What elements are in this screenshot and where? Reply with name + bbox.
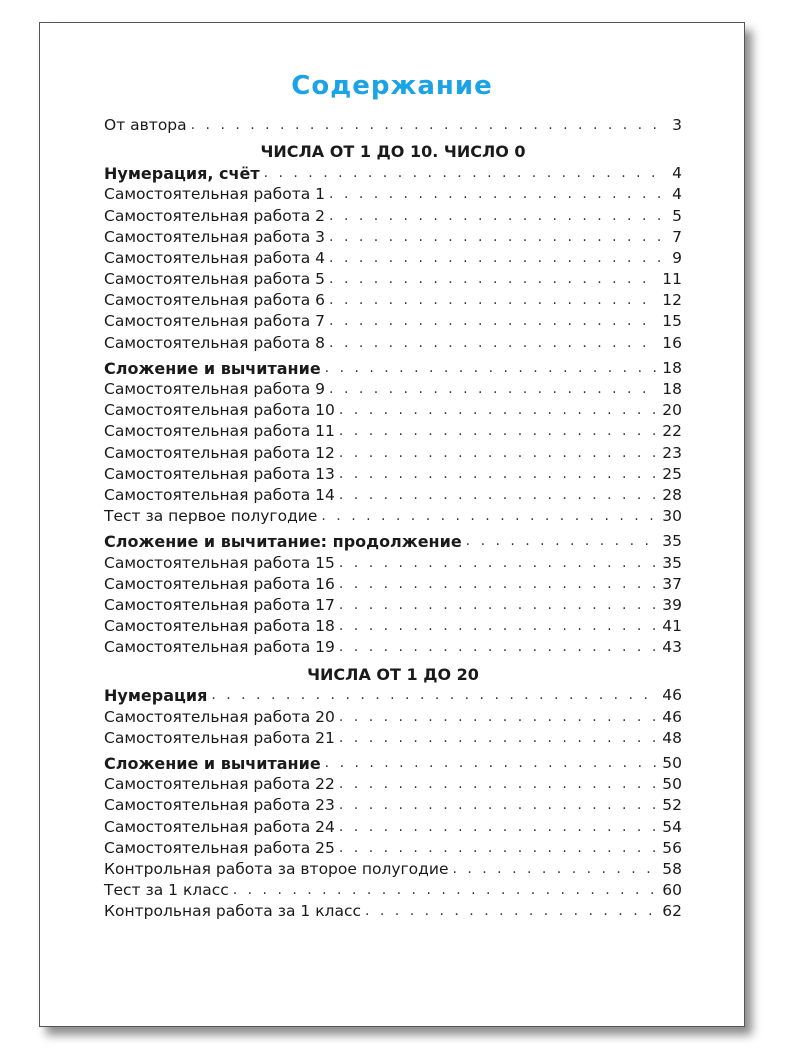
toc-entry-page: 54 (662, 817, 682, 836)
leader-dots (339, 485, 658, 506)
toc-entry-label: Самостоятельная работа 15 (104, 553, 335, 572)
toc-entry-page: 48 (662, 728, 682, 747)
toc-entry-label: Сложение и вычитание: продолжение (104, 532, 462, 552)
leader-dots (339, 595, 658, 616)
toc-entry (104, 595, 682, 616)
toc-group-title (104, 531, 682, 552)
toc-entry-page: 5 (672, 206, 682, 225)
toc-entry-label: Самостоятельная работа 6 (104, 291, 326, 310)
toc-entry-page: 23 (662, 443, 682, 462)
toc-entry (104, 379, 682, 400)
toc-entry (104, 184, 682, 205)
toc-entry-page: 9 (672, 248, 682, 267)
toc-entry-label: Сложение и вычитание (104, 358, 321, 378)
toc-entry-label: Самостоятельная работа 12 (104, 443, 335, 462)
section-heading: ЧИСЛА ОТ 1 ДО 20 (307, 664, 479, 684)
toc-entry-label: Самостоятельная работа 1 (104, 185, 326, 204)
table-of-contents (104, 115, 682, 923)
toc-entry-page: 30 (662, 507, 682, 526)
leader-dots (365, 901, 658, 922)
toc-entry-page: 15 (662, 312, 682, 331)
leader-dots (339, 637, 658, 658)
toc-entry-label: Самостоятельная работа 16 (104, 574, 335, 593)
leader-dots (339, 817, 658, 838)
toc-entry-label: Самостоятельная работа 4 (104, 248, 326, 267)
toc-entry-label: Самостоятельная работа 2 (104, 206, 326, 225)
toc-entry (104, 312, 682, 333)
toc-entry-label: Самостоятельная работа 11 (104, 422, 335, 441)
leader-dots (264, 163, 662, 184)
toc-entry-intro (104, 115, 682, 136)
toc-entry-page: 18 (662, 358, 682, 377)
toc-entry-label: Самостоятельная работа 7 (104, 312, 326, 331)
toc-entry (104, 421, 682, 442)
toc-entry-page: 56 (662, 838, 682, 857)
toc-entry-label: Самостоятельная работа 21 (104, 728, 335, 747)
toc-entry (104, 728, 682, 749)
toc-group-title (104, 163, 682, 184)
toc-entry (104, 637, 682, 658)
toc-entry-page: 12 (662, 291, 682, 310)
leader-dots (329, 379, 658, 400)
leader-dots (452, 859, 658, 880)
toc-entry-label: Самостоятельная работа 18 (104, 617, 335, 636)
toc-entry-page: 22 (662, 422, 682, 441)
toc-entry-label: Самостоятельная работа 20 (104, 707, 335, 726)
leader-dots (329, 290, 658, 311)
page-title: Содержание (291, 71, 493, 101)
toc-entry (104, 333, 682, 354)
toc-entry-label: Контрольная работа за второе полугодие (104, 859, 449, 878)
leader-dots (339, 400, 658, 421)
toc-entry-page: 18 (662, 380, 682, 399)
toc-entry-page: 35 (662, 553, 682, 572)
toc-entry-page: 50 (662, 754, 682, 773)
leader-dots (339, 443, 658, 464)
toc-entry (104, 707, 682, 728)
toc-group-title (104, 686, 682, 707)
toc-entry-label: Самостоятельная работа 22 (104, 775, 335, 794)
toc-entry-page: 7 (672, 227, 682, 246)
toc-entry-label: Самостоятельная работа 13 (104, 464, 335, 483)
leader-dots (329, 227, 662, 248)
toc-entry-label: Нумерация (104, 686, 208, 706)
toc-entry-page: 46 (662, 686, 682, 705)
leader-dots (329, 311, 658, 332)
toc-entry-page: 25 (662, 464, 682, 483)
toc-entry-page: 37 (662, 574, 682, 593)
toc-entry-page: 4 (672, 185, 682, 204)
toc-entry-page: 43 (662, 638, 682, 657)
leader-dots (329, 269, 658, 290)
toc-entry (104, 485, 682, 506)
toc-entry-page: 35 (662, 532, 682, 551)
leader-dots (339, 838, 658, 859)
toc-entry (104, 880, 682, 901)
leader-dots (191, 115, 662, 136)
toc-entry-label: Самостоятельная работа 25 (104, 838, 335, 857)
toc-entry (104, 795, 682, 816)
toc-entry (104, 616, 682, 637)
toc-entry (104, 859, 682, 880)
toc-entry-label: Самостоятельная работа 19 (104, 638, 335, 657)
toc-entry-label: Самостоятельная работа 17 (104, 595, 335, 614)
toc-entry (104, 290, 682, 311)
toc-entry (104, 248, 682, 269)
leader-dots (329, 206, 662, 227)
leader-dots (329, 248, 662, 269)
toc-entry-label: Тест за первое полугодие (104, 507, 318, 526)
toc-group-title (104, 358, 682, 379)
toc-entry-page: 41 (662, 617, 682, 636)
toc-entry-page: 58 (662, 859, 682, 878)
toc-entry-page: 52 (662, 796, 682, 815)
leader-dots (233, 880, 659, 901)
toc-entry-page: 3 (672, 115, 682, 134)
toc-entry-page: 20 (662, 401, 682, 420)
leader-dots (339, 774, 658, 795)
toc-entry-label: Самостоятельная работа 24 (104, 817, 335, 836)
toc-entry (104, 206, 682, 227)
leader-dots (339, 464, 658, 485)
toc-entry (104, 443, 682, 464)
toc-entry (104, 774, 682, 795)
leader-dots (329, 184, 662, 205)
document-page (39, 22, 745, 1027)
toc-entry-page: 39 (662, 595, 682, 614)
toc-entry-page: 60 (662, 881, 682, 900)
toc-entry (104, 464, 682, 485)
toc-entry (104, 400, 682, 421)
section-heading: ЧИСЛА ОТ 1 ДО 10. ЧИСЛО 0 (260, 142, 526, 162)
leader-dots (466, 531, 659, 552)
leader-dots (325, 358, 659, 379)
toc-entry-page: 4 (672, 164, 682, 183)
toc-entry-label: Самостоятельная работа 9 (104, 380, 326, 399)
leader-dots (211, 685, 658, 706)
toc-entry-page: 16 (662, 333, 682, 352)
toc-entry-page: 62 (662, 902, 682, 921)
toc-entry-page: 11 (662, 270, 682, 289)
toc-entry (104, 553, 682, 574)
leader-dots (325, 753, 659, 774)
toc-entry-label: Контрольная работа за 1 класс (104, 902, 361, 921)
toc-entry (104, 227, 682, 248)
toc-entry-label: Самостоятельная работа 8 (104, 333, 326, 352)
toc-group-title (104, 753, 682, 774)
leader-dots (321, 506, 658, 527)
leader-dots (329, 333, 658, 354)
toc-entry-label: Самостоятельная работа 23 (104, 796, 335, 815)
toc-entry-page: 46 (662, 707, 682, 726)
leader-dots (339, 795, 658, 816)
leader-dots (339, 728, 658, 749)
toc-entry (104, 269, 682, 290)
toc-entry (104, 901, 682, 922)
toc-entry-label: Самостоятельная работа 3 (104, 227, 326, 246)
leader-dots (339, 553, 658, 574)
toc-entry (104, 506, 682, 527)
toc-entry-label: Самостоятельная работа 5 (104, 270, 326, 289)
toc-entry-page: 28 (662, 485, 682, 504)
toc-entry-label: Тест за 1 класс (104, 881, 229, 900)
toc-entry-label: Самостоятельная работа 10 (104, 401, 335, 420)
toc-entry-page: 50 (662, 775, 682, 794)
leader-dots (339, 707, 658, 728)
toc-entry (104, 817, 682, 838)
toc-entry-label: Нумерация, счёт (104, 164, 260, 184)
toc-entry (104, 574, 682, 595)
leader-dots (339, 616, 658, 637)
leader-dots (339, 421, 658, 442)
toc-entry (104, 838, 682, 859)
toc-entry-label: От автора (104, 115, 187, 134)
leader-dots (339, 574, 658, 595)
toc-entry-label: Самостоятельная работа 14 (104, 485, 335, 504)
toc-entry-label: Сложение и вычитание (104, 754, 321, 774)
